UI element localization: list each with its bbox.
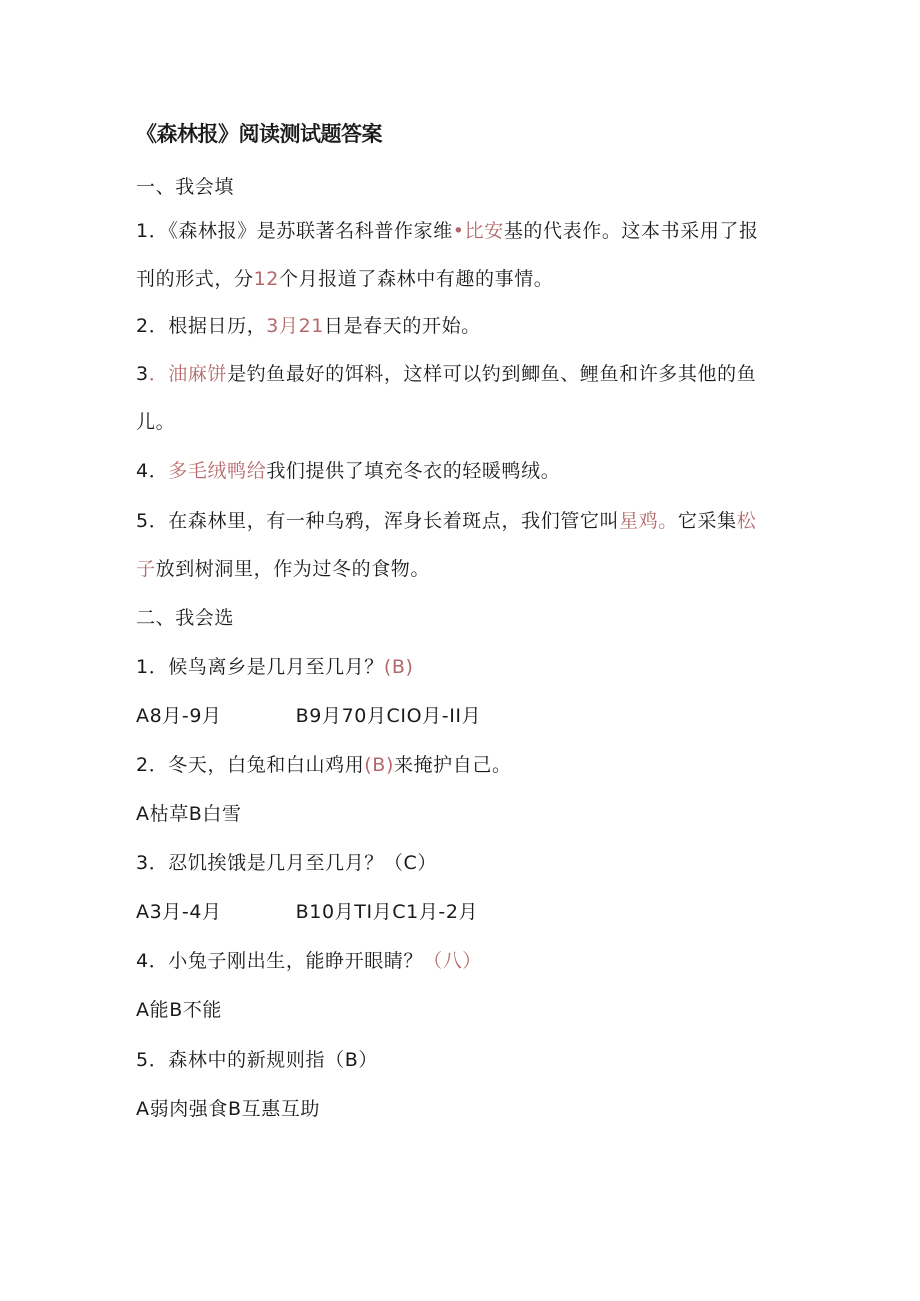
- answer-highlight: （八）: [423, 950, 482, 972]
- choice-q3: 3．忍饥挨饿是几月至几月？（C）: [136, 852, 437, 874]
- answer-highlight: 子: [136, 558, 156, 580]
- answer-highlight: (B): [364, 754, 394, 776]
- section-choice-heading: 二、我会选: [136, 607, 235, 629]
- answer-highlight: 星鸡。: [619, 510, 678, 532]
- answer-highlight: ．油麻饼: [148, 363, 228, 385]
- fill-q4: 4．多毛绒鸭给我们提供了填充冬衣的轻暖鸭绒。: [136, 460, 561, 482]
- choice-q1: 1．候鸟离乡是几月至几月？(B): [136, 656, 414, 678]
- choice-q5-options: A弱肉强食B互惠互助: [136, 1098, 321, 1120]
- fill-q1-line2: 刊的形式，分12个月报道了森林中有趣的事情。: [136, 268, 554, 290]
- choice-q3-options: A3月-4月 B10月TI月C1月-2月: [136, 901, 479, 923]
- fill-q1-line1: 1．《森林报》是苏联著名科普作家维•比安基的代表作。这本书采用了报: [136, 220, 759, 242]
- answer-highlight: •比安: [452, 220, 504, 242]
- choice-q2-options: A枯草B白雪: [136, 803, 242, 825]
- choice-q2: 2．冬天，白兔和白山鸡用(B)来掩护自己。: [136, 754, 512, 776]
- fill-q3-line1: 3．油麻饼是钓鱼最好的饵料，这样可以钓到鲫鱼、鲤鱼和许多其他的鱼: [136, 363, 757, 385]
- choice-q4: 4．小兔子刚出生，能睁开眼睛？（八）: [136, 950, 482, 972]
- answer-highlight: 12: [253, 268, 279, 290]
- fill-q3-line2: 儿。: [136, 411, 176, 433]
- choice-q4-options: A能B不能: [136, 999, 223, 1021]
- section-fill-heading: 一、我会填: [136, 176, 235, 198]
- document-title: 《森林报》阅读测试题答案: [136, 122, 382, 146]
- choice-q1-options: A8月-9月 B9月70月CIO月-II月: [136, 705, 482, 727]
- answer-highlight: 3月21: [266, 315, 324, 337]
- choice-q5: 5．森林中的新规则指（B）: [136, 1049, 378, 1071]
- answer-highlight: 松: [736, 510, 757, 532]
- answer-highlight: (B): [383, 656, 414, 678]
- fill-q5-line1: 5．在森林里，有一种乌鸦，浑身长着斑点，我们管它叫星鸡。它采集松: [136, 510, 757, 532]
- answer-highlight: 多毛绒鸭给: [168, 460, 267, 482]
- fill-q5-line2: 子放到树洞里，作为过冬的食物。: [136, 558, 431, 580]
- fill-q2: 2．根据日历，3月21日是春天的开始。: [136, 315, 481, 337]
